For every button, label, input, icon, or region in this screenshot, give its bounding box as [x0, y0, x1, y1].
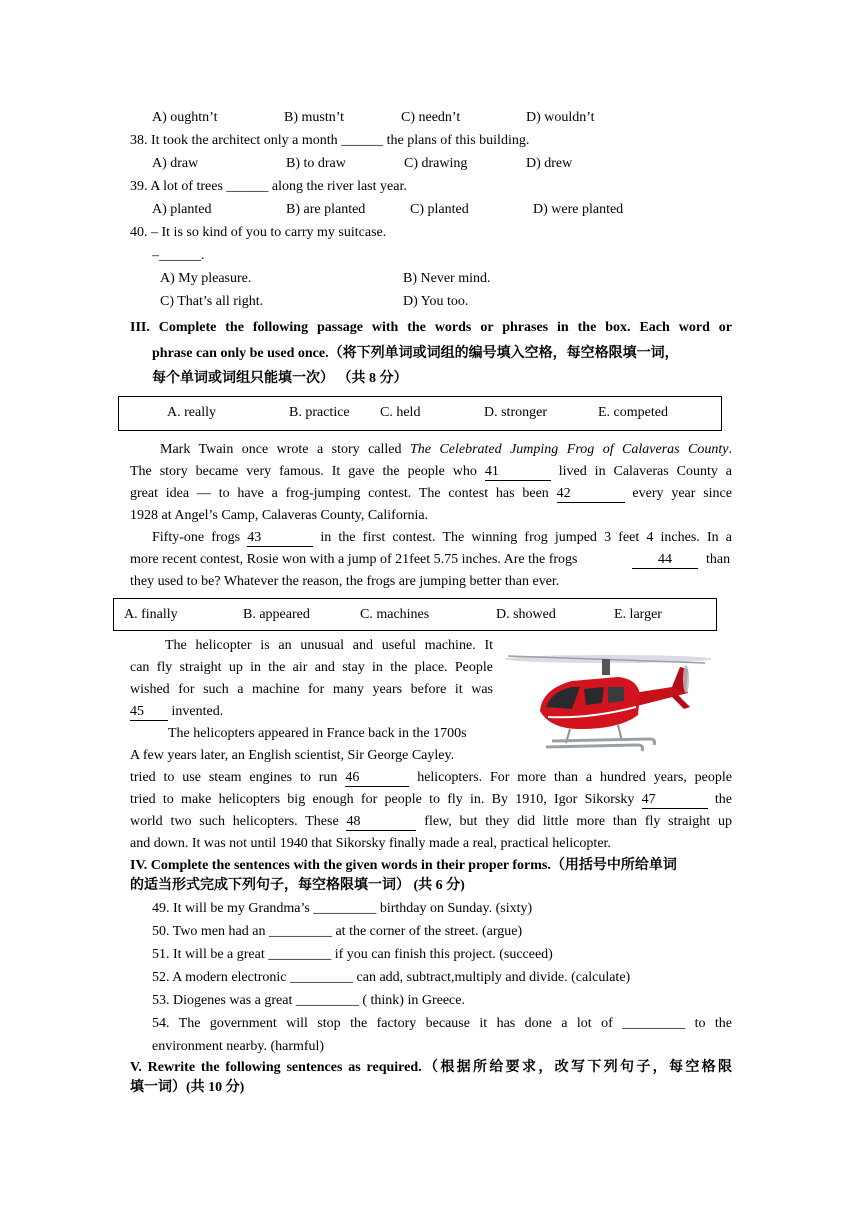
passage1-line3-post: every year since	[624, 486, 732, 501]
q39-option-c: C) planted	[410, 202, 469, 217]
passage2-line9-pre: world two such helicopters. These	[130, 814, 347, 829]
box1-option-d: D. stronger	[484, 405, 547, 420]
blank-42[interactable]: 42	[557, 486, 625, 503]
passage2-line8-post: the	[707, 792, 732, 807]
passage2-line2: can fly straight up in the air and stay in the place. People	[130, 660, 493, 675]
q50: 50. Two men had an _________ at the corner of the street. (argue)	[152, 924, 523, 939]
q38-option-c: C) drawing	[404, 156, 468, 171]
passage1-line3-pre: great idea — to have a frog-jumping contest. The contest has been	[130, 486, 557, 501]
passage2-line7	[130, 768, 732, 788]
blank-47[interactable]: 47	[642, 792, 708, 809]
passage1-line1	[160, 440, 732, 460]
section3-heading-line3: 每个单词或词组只能填一次） （共 8 分）	[152, 371, 408, 386]
q39-option-b: B) are planted	[286, 202, 366, 217]
section4-heading-line1: IV. Complete the sentences with the given words in their proper forms.（用括号中所给单词	[130, 858, 677, 873]
q39-option-a: A) planted	[152, 202, 212, 217]
passage2-line9-post: flew, but they did little more than fly straight up	[416, 814, 732, 829]
box1-option-b: B. practice	[289, 405, 350, 420]
passage1-line1-pre: Mark Twain once wrote a story called	[160, 442, 410, 457]
passage1-line5-post: in the first contest. The winning frog jumped 3 feet 4 inches. In a	[313, 530, 732, 545]
q37-option-d: D) wouldn’t	[526, 110, 595, 125]
box2-option-b: B. appeared	[243, 607, 310, 622]
section5-heading-cn: （根据所给要求，改写下列句子，每空格限	[421, 1060, 732, 1075]
passage2-line4-post: invented.	[168, 704, 224, 719]
passage2-line6: A few years later, an English scientist, Sir George Cayley.	[130, 748, 455, 763]
q38-option-b: B) to draw	[286, 156, 346, 171]
q37-option-a: A) oughtn’t	[152, 110, 218, 125]
q40-option-b: B) Never mind.	[403, 271, 491, 286]
section4-heading-line2: 的适当形式完成下列句子，每空格限填一词） (共 6 分)	[130, 878, 465, 893]
box2-option-c: C. machines	[360, 607, 430, 622]
blank-41[interactable]: 41	[485, 464, 551, 481]
passage1-line4: 1928 at Angel’s Camp, Calaveras County, California.	[130, 508, 429, 523]
q38-option-d: D) drew	[526, 156, 573, 171]
passage1-line2-pre: The story became very famous. It gave the people who	[130, 464, 485, 479]
section3-heading-line2: phrase can only be used once.（将下列单词或词组的编号填入空格，每空格限填一词，	[152, 346, 679, 361]
passage2-line4	[130, 702, 223, 722]
word-box-2	[113, 598, 717, 631]
blank-44-wrap	[632, 550, 698, 570]
q39-option-d: D) were planted	[533, 202, 624, 217]
section3-heading-line1: III. Complete the following passage with the words or phrases in the box. Each word or	[130, 320, 732, 335]
q38-option-a: A) draw	[152, 156, 199, 171]
passage2-line9	[130, 812, 732, 832]
passage2-line10: and down. It was not until 1940 that Sikorsky finally made a real, practical helicopter.	[130, 836, 611, 851]
passage1-line2	[130, 462, 732, 482]
box1-option-e: E. competed	[598, 405, 668, 420]
passage2-line8	[130, 790, 732, 810]
passage1-line5	[152, 528, 732, 548]
blank-48[interactable]: 48	[346, 814, 416, 831]
section5-heading-line2: 填一词）(共 10 分)	[130, 1080, 245, 1095]
box1-option-c: C. held	[380, 405, 421, 420]
q54-line2: environment nearby. (harmful)	[152, 1039, 325, 1054]
passage2-line8-pre: tried to make helicopters big enough for people to fly in. By 1910, Igor Sikorsky	[130, 792, 642, 807]
q38-stem: 38. It took the architect only a month ______ the plans of this building.	[130, 133, 530, 148]
box2-option-e: E. larger	[614, 607, 662, 622]
passage2-line7-pre: tried to use steam engines to run	[130, 770, 346, 785]
blank-45[interactable]: 45	[130, 704, 168, 721]
q51: 51. It will be a great _________ if you can finish this project. (succeed)	[152, 947, 553, 962]
q37-option-c: C) needn’t	[401, 110, 461, 125]
passage2-line5: The helicopters appeared in France back in the 1700s	[168, 726, 467, 741]
passage2-line1: The helicopter is an unusual and useful machine. It	[165, 638, 493, 653]
word-box-1	[118, 396, 722, 431]
passage1-line3	[130, 484, 732, 504]
blank-43[interactable]: 43	[247, 530, 313, 547]
box1-option-a: A. really	[167, 405, 216, 420]
q40-reply: –______.	[152, 248, 205, 263]
q40-option-c: C) That’s all right.	[160, 294, 264, 309]
helicopter-image	[500, 645, 715, 755]
section5-heading-line1	[130, 1058, 732, 1078]
q40-option-a: A) My pleasure.	[160, 271, 252, 286]
q40-option-d: D) You too.	[403, 294, 469, 309]
q54-line1: 54. The government will stop the factory because it has done a lot of _________ to the	[152, 1016, 732, 1031]
blank-44[interactable]: 44	[632, 552, 698, 569]
passage1-line1-post: .	[728, 442, 732, 457]
q37-option-b: B) mustn’t	[284, 110, 345, 125]
box2-option-d: D. showed	[496, 607, 556, 622]
passage1-line6-post: than	[706, 552, 731, 567]
box2-option-a: A. finally	[124, 607, 178, 622]
passage2-line7-post: helicopters. For more than a hundred years, people	[409, 770, 732, 785]
q52: 52. A modern electronic _________ can add, subtract,multiply and divide. (calculate)	[152, 970, 631, 985]
passage1-line6: more recent contest, Rosie won with a jump of 21feet 5.75 inches. Are the frogs	[130, 552, 578, 567]
section5-heading-en: V. Rewrite the following sentences as required.	[130, 1060, 422, 1075]
passage1-line2-post: lived in Calaveras County a	[550, 464, 732, 479]
blank-46[interactable]: 46	[345, 770, 409, 787]
passage1-line5-pre: Fifty-one frogs	[152, 530, 248, 545]
q40-stem: 40. – It is so kind of you to carry my suitcase.	[130, 225, 387, 240]
q49: 49. It will be my Grandma’s _________ birthday on Sunday. (sixty)	[152, 901, 533, 916]
passage1-line7: they used to be? Whatever the reason, the frogs are jumping better than ever.	[130, 574, 560, 589]
passage2-line3: wished for such a machine for many years before it was	[130, 682, 493, 697]
q39-stem: 39. A lot of trees ______ along the river last year.	[130, 179, 407, 194]
q53: 53. Diogenes was a great _________ ( think) in Greece.	[152, 993, 465, 1008]
story-title: The Celebrated Jumping Frog of Calaveras County	[409, 442, 729, 457]
